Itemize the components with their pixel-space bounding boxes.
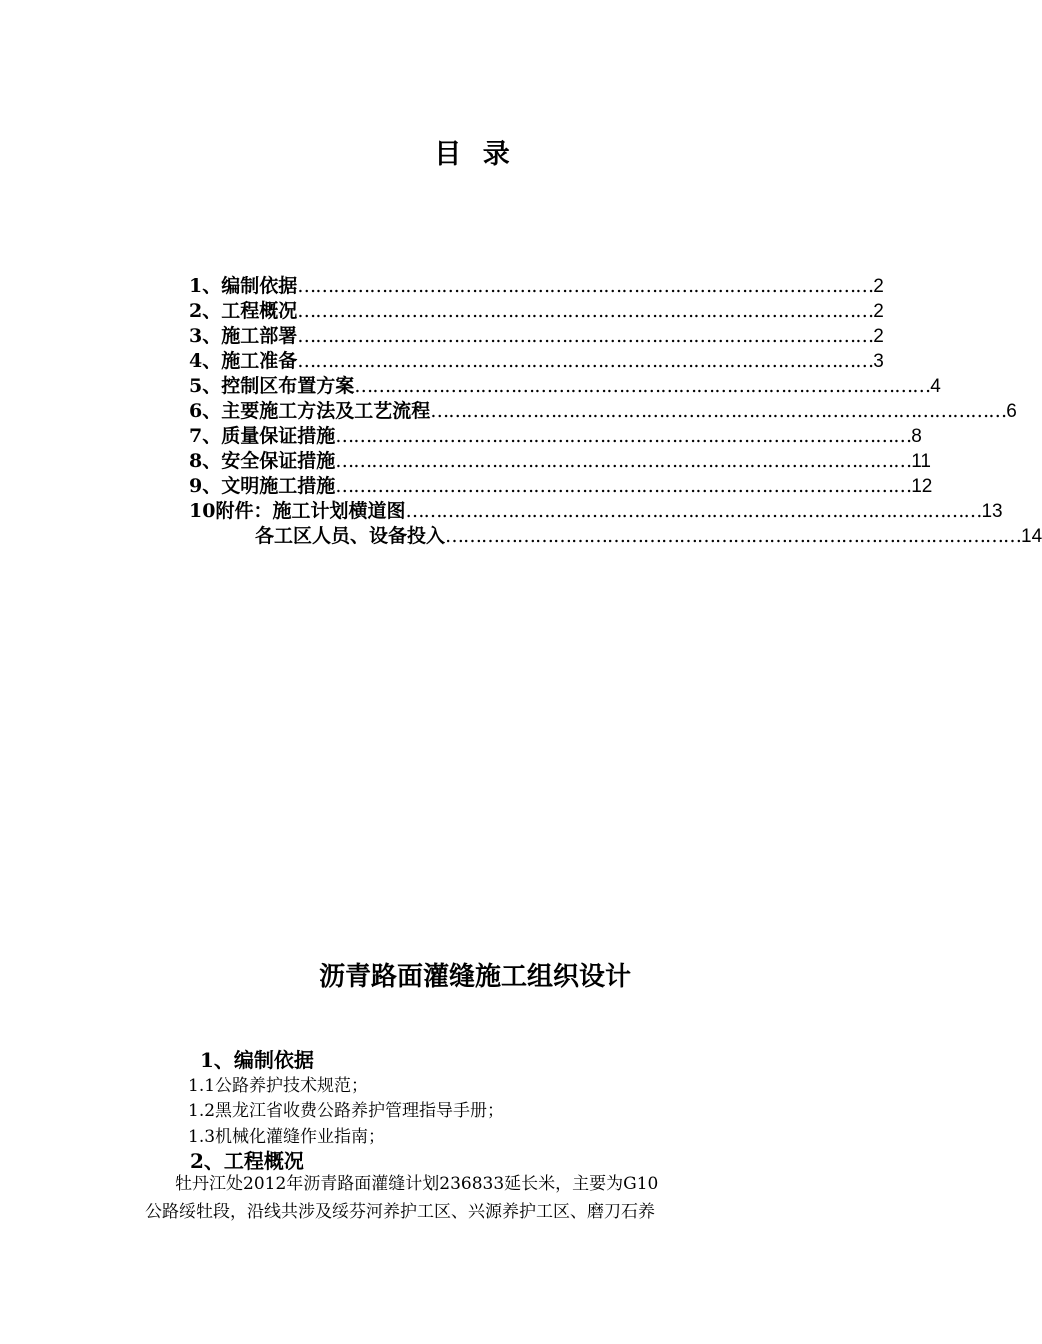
section-heading-basis: 1、编制依据: [200, 1048, 314, 1072]
toc-entry[interactable]: [189, 499, 1003, 524]
toc-entry-page: 14: [1021, 526, 1042, 547]
toc-entry[interactable]: [189, 399, 1017, 424]
toc-entry[interactable]: [189, 299, 884, 324]
paragraph-line: 牡丹江处2012年沥青路面灌缝计划236833延长米，主要为G10: [175, 1174, 659, 1194]
toc-leader-dots: ……………………………………………………………………………………: [430, 400, 1007, 422]
toc-leader-dots: ……………………………………………………………………………………: [297, 275, 874, 297]
toc-leader-dots: ……………………………………………………………………………………: [297, 325, 874, 347]
toc-leader-dots: ……………………………………………………………………………………: [297, 300, 874, 322]
toc-entry-page: 13: [981, 501, 1003, 522]
toc-entry-page: 8: [911, 426, 922, 447]
toc-entry-label: 7、质量保证措施: [189, 425, 336, 447]
section-heading-overview: 2、工程概况: [190, 1149, 304, 1173]
document-title: 沥青路面灌缝施工组织设计: [318, 962, 631, 992]
basis-item: 1.2黑龙江省收费公路养护管理指导手册；: [188, 1101, 505, 1121]
toc-entry-page: 2: [873, 276, 884, 297]
basis-item: 1.1公路养护技术规范；: [188, 1076, 369, 1096]
toc-leader-dots: ……………………………………………………………………………………: [335, 475, 912, 497]
basis-item: 1.3机械化灌缝作业指南；: [188, 1127, 386, 1147]
toc-leader-dots: ……………………………………………………………………………………: [405, 500, 982, 522]
toc-entry-page: 6: [1006, 401, 1017, 422]
toc-entry-label: 5、控制区布置方案: [189, 375, 355, 397]
toc-entry-label: 3、施工部署: [189, 325, 298, 347]
toc-entry-page: 4: [930, 376, 941, 397]
toc-leader-dots: ……………………………………………………………………………………: [354, 375, 931, 397]
toc-entry[interactable]: [189, 524, 1042, 549]
toc-title: 目 录: [434, 139, 516, 170]
overview-paragraph: [145, 1170, 815, 1226]
toc-leader-dots: ……………………………………………………………………………………: [335, 425, 912, 447]
toc-entry[interactable]: [189, 274, 884, 299]
toc-leader-dots: ……………………………………………………………………………………: [445, 525, 1022, 547]
toc-entry-label: 4、施工准备: [189, 350, 298, 372]
toc-entry[interactable]: [189, 349, 884, 374]
paragraph-line: 公路绥牡段，沿线共涉及绥芬河养护工区、兴源养护工区、磨刀石养: [145, 1202, 655, 1222]
toc-entry[interactable]: [189, 374, 941, 399]
toc-entry-label: 9、文明施工措施: [189, 475, 336, 497]
toc-entry-label: 8、安全保证措施: [189, 450, 336, 472]
toc-entry-label: 1、编制依据: [189, 275, 298, 297]
toc-leader-dots: ……………………………………………………………………………………: [335, 450, 912, 472]
toc-entry-page: 2: [873, 326, 884, 347]
toc-entry[interactable]: [189, 324, 884, 349]
toc-entry-page: 3: [873, 351, 884, 372]
toc-entry-page: 12: [911, 476, 933, 497]
toc-entry-label: 6、主要施工方法及工艺流程: [189, 400, 431, 422]
table-of-contents: [189, 274, 1042, 549]
toc-entry[interactable]: [189, 474, 933, 499]
toc-entry[interactable]: [189, 424, 922, 449]
toc-entry-label: 各工区人员、设备投入: [255, 525, 446, 547]
toc-entry-label: 10附件：施工计划横道图: [189, 500, 406, 522]
toc-entry-page: 11: [911, 451, 931, 472]
toc-entry[interactable]: [189, 449, 931, 474]
toc-leader-dots: ……………………………………………………………………………………: [297, 350, 874, 372]
toc-entry-page: 2: [873, 301, 884, 322]
toc-entry-label: 2、工程概况: [189, 300, 298, 322]
